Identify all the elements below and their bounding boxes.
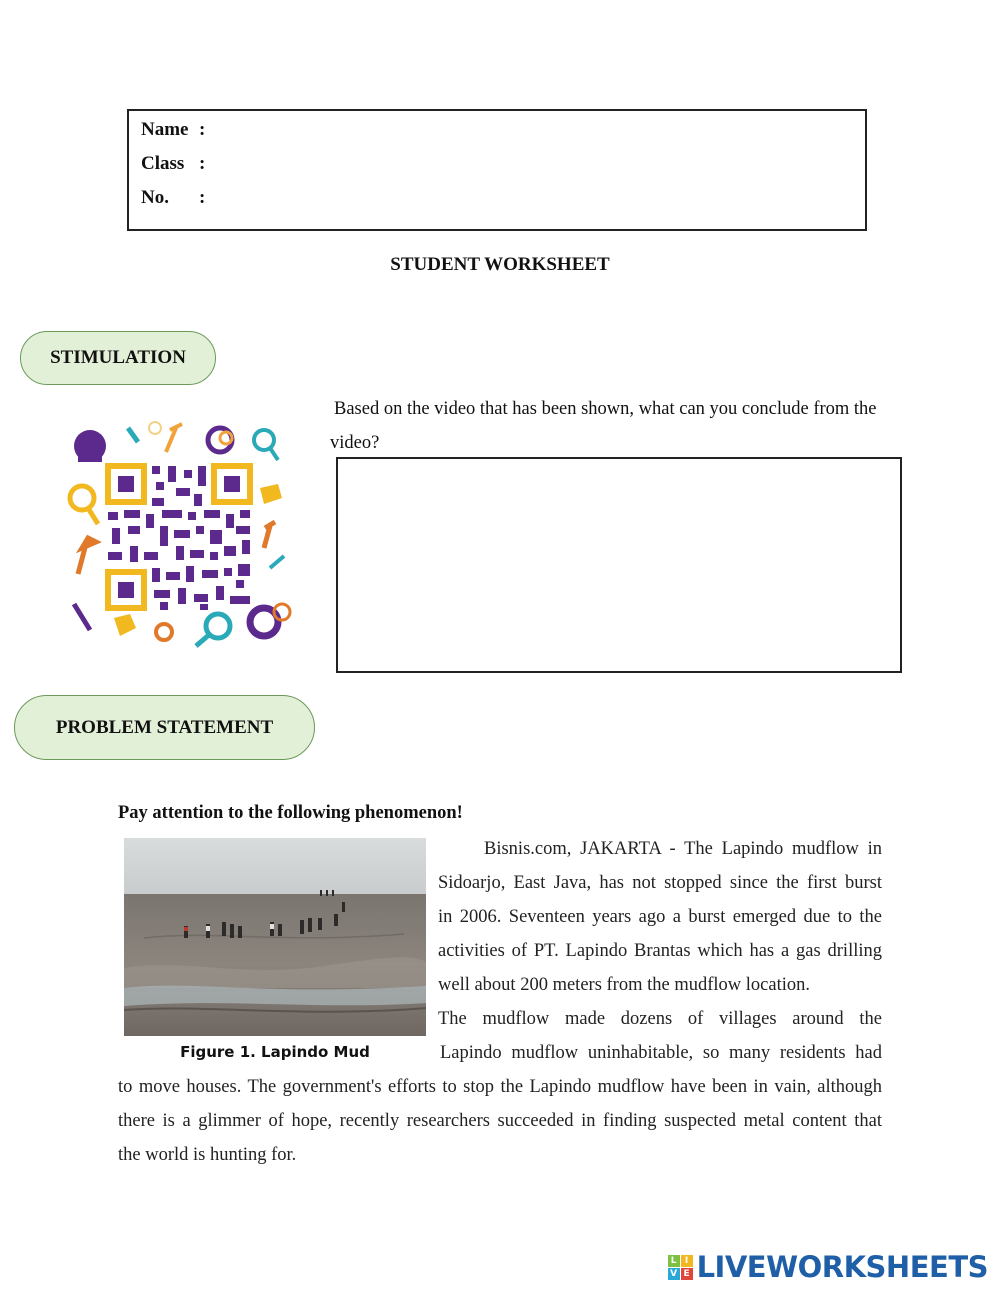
magnifier-icon xyxy=(70,486,94,510)
qr-code-graphic xyxy=(60,418,300,648)
brush-icon xyxy=(264,522,275,548)
qr-code-image[interactable] xyxy=(60,418,300,648)
brush-icon xyxy=(78,538,96,574)
stimulation-question: Based on the video that has been shown, what can you conclude from the video? xyxy=(330,399,877,453)
answer-box-stimulation[interactable] xyxy=(336,457,902,673)
shell-icon xyxy=(260,484,282,504)
class-separator: : xyxy=(199,153,206,174)
student-info-box xyxy=(127,109,867,231)
name-separator: : xyxy=(199,119,206,140)
stimulation-heading: STIMULATION xyxy=(20,331,216,385)
number-separator: : xyxy=(199,187,206,208)
name-label: Name xyxy=(141,119,189,140)
logo-text: LIVEWORKSHEETS xyxy=(696,1250,988,1284)
article-paragraph-1 xyxy=(438,832,882,1070)
article-line: to move houses. The government's efforts to stop the Lapindo mudflow have been in vain, although xyxy=(118,1077,882,1097)
class-label: Class xyxy=(141,153,185,174)
article-line: Sidoarjo, East Java, has not stopped since the first burst xyxy=(438,873,882,893)
name-row xyxy=(141,119,205,141)
lapindo-mud-photo xyxy=(124,838,426,1036)
figure-caption: Figure 1. Lapindo Mud xyxy=(180,1043,370,1061)
article-line: in 2006. Seventeen years ago a burst emerged due to the xyxy=(438,907,882,927)
wrench-icon xyxy=(166,424,182,452)
wrench-icon xyxy=(74,604,90,630)
tool-icon xyxy=(128,428,138,442)
article-line: well about 200 meters from the mudflow location. xyxy=(438,975,810,995)
logo-badge-icon: L I V E xyxy=(668,1255,693,1280)
article-line: the world is hunting for. xyxy=(118,1145,297,1165)
article-line: Bisnis.com, JAKARTA - The Lapindo mudflow in xyxy=(484,839,882,859)
shell-icon xyxy=(114,614,136,636)
article-line: The mudflow made dozens of villages around the xyxy=(438,1009,882,1029)
article-line: there is a glimmer of hope, recently researchers succeeded in finding suspected metal content that xyxy=(118,1111,882,1131)
number-row xyxy=(141,187,205,209)
liveworksheets-logo[interactable] xyxy=(668,1250,988,1284)
number-label: No. xyxy=(141,187,169,208)
instruction-text: Pay attention to the following phenomenon! xyxy=(118,803,463,823)
article-line: activities of PT. Lapindo Brantas which has a gas drilling xyxy=(438,941,882,961)
article-line: Lapindo mudflow uninhabitable, so many residents had xyxy=(440,1043,882,1063)
problem-statement-heading: PROBLEM STATEMENT xyxy=(14,695,315,760)
class-row xyxy=(141,153,205,175)
wrench-icon xyxy=(270,556,284,568)
gear-icon xyxy=(156,624,172,640)
magnifier-icon xyxy=(254,430,274,450)
article-paragraph-2 xyxy=(118,1070,882,1172)
page-title: STUDENT WORKSHEET xyxy=(390,254,610,275)
